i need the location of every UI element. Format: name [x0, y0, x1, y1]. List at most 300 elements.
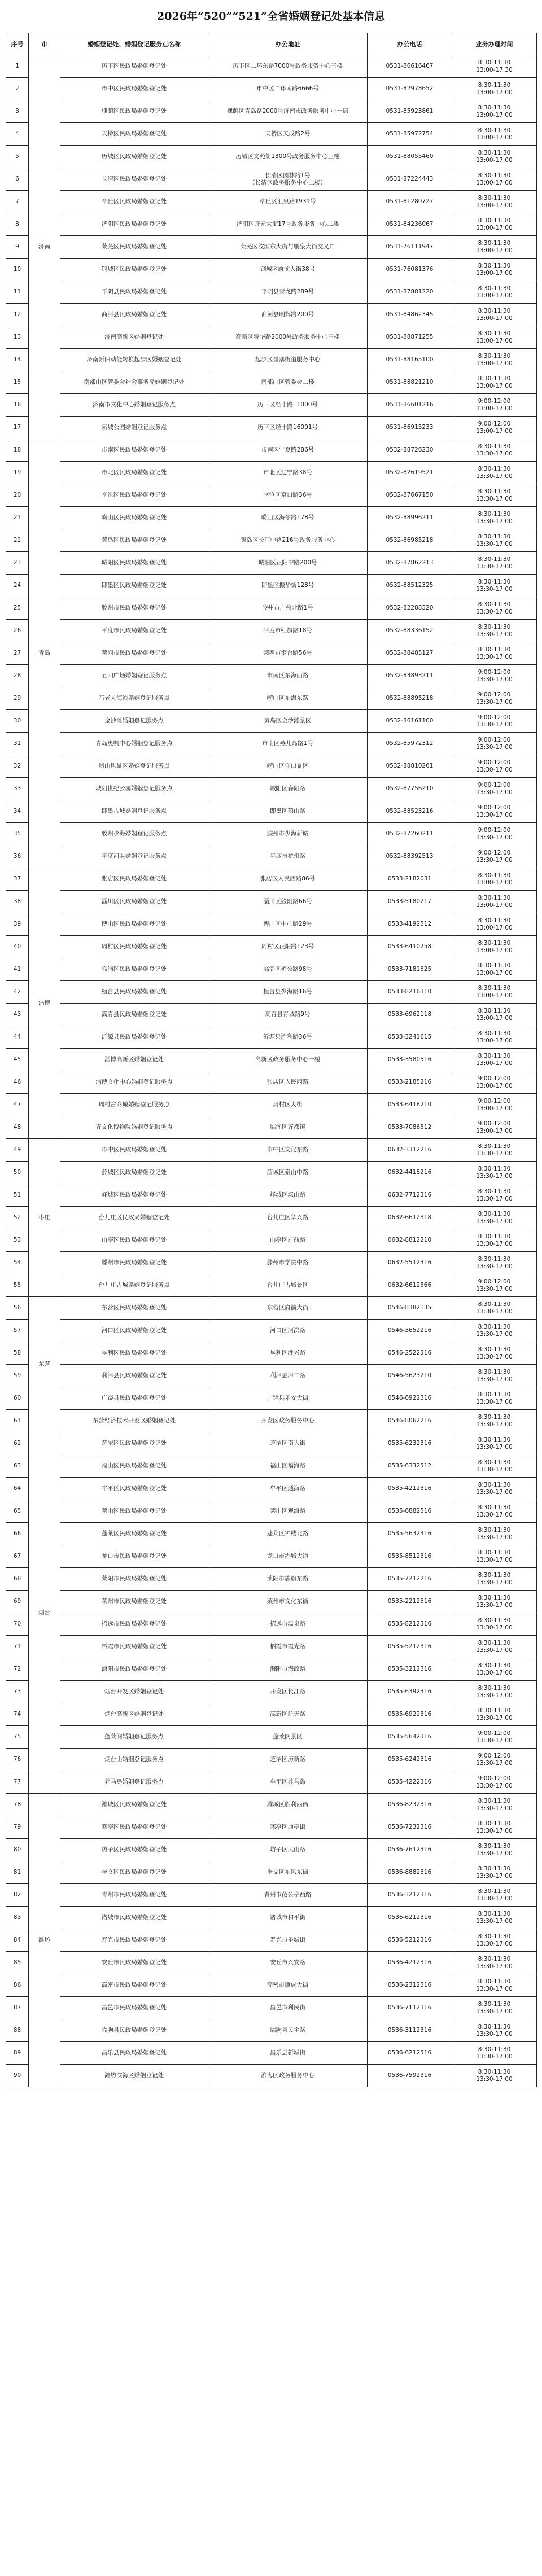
- row-office-name: 莱芜区民政局婚姻登记处: [60, 236, 208, 259]
- row-seq: 54: [6, 1252, 29, 1274]
- table-row: [6, 733, 537, 755]
- row-phone: 0532-88485127: [368, 642, 452, 665]
- row-hours: 8:30-11:30 13:30-17:00: [452, 462, 537, 484]
- row-phone: 0535-4212316: [368, 1478, 452, 1500]
- row-address: 河口区河滨路: [208, 1320, 368, 1342]
- row-hours: 8:30-11:30 13:30-17:00: [452, 2042, 537, 2065]
- table-row: [6, 823, 537, 845]
- row-seq: 80: [6, 1839, 29, 1861]
- row-phone: 0532-82619521: [368, 462, 452, 484]
- row-office-name: 周村区民政局婚姻登记处: [60, 936, 208, 958]
- table-row: [6, 78, 537, 100]
- row-office-name: 泉城公园婚姻登记服务点: [60, 417, 208, 439]
- row-office-name: 平阴县民政局婚姻登记处: [60, 281, 208, 304]
- row-seq: 23: [6, 552, 29, 575]
- table-row: [6, 1658, 537, 1681]
- row-office-name: 市南区民政局婚姻登记处: [60, 439, 208, 462]
- row-seq: 41: [6, 958, 29, 981]
- table-row: [6, 417, 537, 439]
- row-phone: 0531-88871255: [368, 326, 452, 349]
- table-row: [6, 1703, 537, 1726]
- table-row: [6, 1365, 537, 1387]
- row-seq: 89: [6, 2042, 29, 2065]
- row-seq: 8: [6, 213, 29, 236]
- row-seq: 58: [6, 1342, 29, 1365]
- row-phone: 0535-6922316: [368, 1703, 452, 1726]
- row-hours: 8:30-11:30 13:30-17:00: [452, 507, 537, 529]
- row-hours: 8:30-11:30 13:30-17:00: [452, 1681, 537, 1703]
- row-office-name: 栖霞市民政局婚姻登记处: [60, 1636, 208, 1658]
- row-seq: 86: [6, 1974, 29, 1997]
- row-seq: 66: [6, 1523, 29, 1545]
- row-address: 峄城区坛山路: [208, 1184, 368, 1207]
- row-seq: 25: [6, 597, 29, 620]
- row-phone: 0532-87756210: [368, 778, 452, 800]
- table-row: [6, 484, 537, 507]
- row-phone: 0532-88523216: [368, 800, 452, 823]
- row-address: 海阳市海政路: [208, 1658, 368, 1681]
- row-office-name: 平度河头婚姻登记服务点: [60, 845, 208, 868]
- row-phone: 0536-3212316: [368, 1884, 452, 1907]
- row-phone: 0546-8382135: [368, 1297, 452, 1320]
- row-seq: 13: [6, 326, 29, 349]
- row-phone: 0632-5512316: [368, 1252, 452, 1274]
- row-address: 滨海区政务服务中心: [208, 2065, 368, 2087]
- row-seq: 1: [6, 55, 29, 78]
- row-address: 广饶县乐安大街: [208, 1387, 368, 1410]
- row-phone: 0531-87224443: [368, 168, 452, 191]
- row-address: 博山区中心路29号: [208, 913, 368, 936]
- row-seq: 74: [6, 1703, 29, 1726]
- row-city: 烟台: [29, 1432, 60, 1794]
- row-address: 安丘市兴安路: [208, 1952, 368, 1974]
- row-address: 即墨区振华街128号: [208, 575, 368, 597]
- table-row: [6, 1861, 537, 1884]
- row-address: 城阳区正阳中路200号: [208, 552, 368, 575]
- row-phone: 0536-8232316: [368, 1794, 452, 1816]
- row-office-name: 青州市民政局婚姻登记处: [60, 1884, 208, 1907]
- row-address: 昌邑市利民街: [208, 1997, 368, 2019]
- row-hours: 8:30-11:30 13:00-17:00: [452, 1004, 537, 1026]
- row-address: 台儿庄古城景区: [208, 1274, 368, 1297]
- row-address: 济阳区开元大街17号政务服务中心二楼: [208, 213, 368, 236]
- row-office-name: 历城区民政局婚姻登记处: [60, 146, 208, 168]
- row-address: 桓台县少海路16号: [208, 981, 368, 1004]
- table-row: [6, 1997, 537, 2019]
- table-row: [6, 1342, 537, 1365]
- row-office-name: 崂山风景区婚姻登记服务点: [60, 755, 208, 778]
- table-row: [6, 123, 537, 146]
- row-phone: 0535-6392316: [368, 1681, 452, 1703]
- table-row: [6, 1929, 537, 1952]
- row-phone: 0632-6612566: [368, 1274, 452, 1297]
- table-row: [6, 236, 537, 259]
- row-phone: 0536-6212516: [368, 2042, 452, 2065]
- row-office-name: 临淄区民政局婚姻登记处: [60, 958, 208, 981]
- row-hours: 8:30-11:30 13:30-17:00: [452, 1613, 537, 1636]
- table-row: [6, 710, 537, 733]
- row-address: 牟平区养马岛: [208, 1771, 368, 1794]
- row-seq: 70: [6, 1613, 29, 1636]
- row-office-name: 莱州市民政局婚姻登记处: [60, 1591, 208, 1613]
- row-seq: 40: [6, 936, 29, 958]
- row-seq: 3: [6, 100, 29, 123]
- row-hours: 8:30-11:30 13:00-17:00: [452, 168, 537, 191]
- row-hours: 8:30-11:30 13:30-17:00: [452, 1139, 537, 1162]
- table-row: [6, 1545, 537, 1568]
- row-address: 临朐县民主路: [208, 2019, 368, 2042]
- row-office-name: 潍城区民政局婚姻登记处: [60, 1794, 208, 1816]
- row-phone: 0546-8062216: [368, 1410, 452, 1432]
- table-row: [6, 1274, 537, 1297]
- row-hours: 8:30-11:30 13:30-17:00: [452, 1387, 537, 1410]
- row-address: 芝罘区历新路: [208, 1749, 368, 1771]
- row-address: 胶州市广州北路1号: [208, 597, 368, 620]
- header-seq: 序号: [6, 33, 29, 55]
- row-address: 沂源县胜利路36号: [208, 1026, 368, 1049]
- row-hours: 9:00-12:00 13:00-17:00: [452, 1094, 537, 1116]
- row-phone: 0632-8812210: [368, 1229, 452, 1252]
- row-office-name: 钢城区民政局婚姻登记处: [60, 259, 208, 281]
- row-hours: 8:30-11:30 13:30-17:00: [452, 1162, 537, 1184]
- row-address: 坊子区凤山路: [208, 1839, 368, 1861]
- row-hours: 8:30-11:30 13:30-17:00: [452, 1952, 537, 1974]
- table-row: [6, 1749, 537, 1771]
- row-phone: 0533-6410258: [368, 936, 452, 958]
- row-hours: 8:30-11:30 13:00-17:00: [452, 371, 537, 394]
- row-hours: 8:30-11:30 13:30-17:00: [452, 1342, 537, 1365]
- row-seq: 19: [6, 462, 29, 484]
- table-row: [6, 1252, 537, 1274]
- table-row: [6, 1884, 537, 1907]
- row-office-name: 市中区民政局婚姻登记处: [60, 1139, 208, 1162]
- row-hours: 8:30-11:30 13:00-17:00: [452, 868, 537, 891]
- table-row: [6, 1432, 537, 1455]
- row-office-name: 五四广场婚姻登记服务点: [60, 665, 208, 687]
- table-row: [6, 620, 537, 642]
- row-phone: 0531-81280727: [368, 191, 452, 213]
- row-seq: 82: [6, 1884, 29, 1907]
- row-hours: 9:00-12:00 13:30-17:00: [452, 1726, 537, 1749]
- row-seq: 72: [6, 1658, 29, 1681]
- table-row: [6, 2042, 537, 2065]
- row-address: 崂山区海尔路178号: [208, 507, 368, 529]
- table-row: [6, 462, 537, 484]
- row-seq: 85: [6, 1952, 29, 1974]
- row-office-name: 长清区民政局婚姻登记处: [60, 168, 208, 191]
- row-seq: 69: [6, 1591, 29, 1613]
- row-seq: 46: [6, 1071, 29, 1094]
- table-row: [6, 1162, 537, 1184]
- row-hours: 8:30-11:30 13:00-17:00: [452, 958, 537, 981]
- row-hours: 8:30-11:30 13:00-17:00: [452, 891, 537, 913]
- row-office-name: 黄岛区民政局婚姻登记处: [60, 529, 208, 552]
- row-hours: 8:30-11:30 13:30-17:00: [452, 2019, 537, 2042]
- row-seq: 53: [6, 1229, 29, 1252]
- row-seq: 52: [6, 1207, 29, 1229]
- row-office-name: 龙口市民政局婚姻登记处: [60, 1545, 208, 1568]
- row-address: 张店区人民西路: [208, 1071, 368, 1094]
- row-hours: 9:00-12:00 13:30-17:00: [452, 1274, 537, 1297]
- row-office-name: 李沧区民政局婚姻登记处: [60, 484, 208, 507]
- row-office-name: 蓬莱区民政局婚姻登记处: [60, 1523, 208, 1545]
- row-hours: 9:00-12:00 13:30-17:00: [452, 710, 537, 733]
- row-address: 历城区文苑街1300号政务服务中心三楼: [208, 146, 368, 168]
- row-office-name: 商河县民政局婚姻登记处: [60, 304, 208, 326]
- row-seq: 43: [6, 1004, 29, 1026]
- row-phone: 0533-7086512: [368, 1116, 452, 1139]
- row-phone: 0535-5212316: [368, 1636, 452, 1658]
- row-phone: 0535-2212516: [368, 1591, 452, 1613]
- row-hours: 9:00-12:00 13:30-17:00: [452, 823, 537, 845]
- row-hours: 8:30-11:30 13:30-17:00: [452, 597, 537, 620]
- row-office-name: 淄博文化中心婚姻登记服务点: [60, 1071, 208, 1094]
- row-office-name: 垦利区民政局婚姻登记处: [60, 1342, 208, 1365]
- row-seq: 68: [6, 1568, 29, 1591]
- row-seq: 11: [6, 281, 29, 304]
- row-phone: 0532-87260211: [368, 823, 452, 845]
- table-row: [6, 1094, 537, 1116]
- row-address: 平度市红旗路18号: [208, 620, 368, 642]
- row-hours: 8:30-11:30 13:00-17:00: [452, 100, 537, 123]
- row-seq: 32: [6, 755, 29, 778]
- row-hours: 8:30-11:30 13:30-17:00: [452, 1455, 537, 1478]
- row-address: 临淄区齐都镇: [208, 1116, 368, 1139]
- row-phone: 0531-85923861: [368, 100, 452, 123]
- row-office-name: 高密市民政局婚姻登记处: [60, 1974, 208, 1997]
- row-address: 淄川区般阳路66号: [208, 891, 368, 913]
- row-phone: 0536-7612316: [368, 1839, 452, 1861]
- row-phone: 0532-88392513: [368, 845, 452, 868]
- table-row: [6, 1116, 537, 1139]
- row-address: 崂山区东海东路: [208, 687, 368, 710]
- row-address: 莱山区观海路: [208, 1500, 368, 1523]
- row-hours: 9:00-12:00 13:30-17:00: [452, 845, 537, 868]
- row-office-name: 市北区民政局婚姻登记处: [60, 462, 208, 484]
- table-row: [6, 642, 537, 665]
- row-address: 市南区东海西路: [208, 665, 368, 687]
- row-office-name: 城阳世纪公园婚姻登记服务点: [60, 778, 208, 800]
- row-office-name: 淄博高新区婚姻登记处: [60, 1049, 208, 1071]
- table-row: [6, 439, 537, 462]
- row-address: 历下区经十路11000号: [208, 394, 368, 417]
- row-phone: 0536-7112316: [368, 1997, 452, 2019]
- row-address: 市南区燕儿岛路1号: [208, 733, 368, 755]
- table-row: [6, 1500, 537, 1523]
- row-city: 东营: [29, 1297, 60, 1432]
- row-hours: 8:30-11:30 13:30-17:00: [452, 1523, 537, 1545]
- row-address: 寿光市圣城街: [208, 1929, 368, 1952]
- row-hours: 8:30-11:30 13:30-17:00: [452, 1184, 537, 1207]
- row-hours: 8:30-11:30 13:00-17:00: [452, 1049, 537, 1071]
- row-seq: 34: [6, 800, 29, 823]
- row-address: 南部山区管委会二楼: [208, 371, 368, 394]
- row-address: 起步区崔寨街道服务中心: [208, 349, 368, 371]
- table-row: [6, 1771, 537, 1794]
- header-name: 婚姻登记处、婚姻登记服务点名称: [60, 33, 208, 55]
- row-address: 周村区正阳路123号: [208, 936, 368, 958]
- row-seq: 76: [6, 1749, 29, 1771]
- row-seq: 59: [6, 1365, 29, 1387]
- row-seq: 21: [6, 507, 29, 529]
- row-address: 高新区航天路: [208, 1703, 368, 1726]
- row-office-name: 昌乐县民政局婚姻登记处: [60, 2042, 208, 2065]
- row-office-name: 峄城区民政局婚姻登记处: [60, 1184, 208, 1207]
- row-address: 莱州市文化东街: [208, 1591, 368, 1613]
- row-address: 长清区园林路1号 （长清区政务服务中心二楼）: [208, 168, 368, 191]
- row-phone: 0536-7592316: [368, 2065, 452, 2087]
- row-seq: 71: [6, 1636, 29, 1658]
- row-phone: 0532-86161100: [368, 710, 452, 733]
- row-seq: 83: [6, 1907, 29, 1929]
- row-address: 黄岛区金沙滩景区: [208, 710, 368, 733]
- table-row: [6, 394, 537, 417]
- row-hours: 9:00-12:00 13:30-17:00: [452, 778, 537, 800]
- header-address: 办公地址: [208, 33, 368, 55]
- row-phone: 0532-83893211: [368, 665, 452, 687]
- row-seq: 65: [6, 1500, 29, 1523]
- row-office-name: 青岛奥帆中心婚姻登记服务点: [60, 733, 208, 755]
- row-hours: 8:30-11:30 13:30-17:00: [452, 1636, 537, 1658]
- row-address: 薛城区泰山中路: [208, 1162, 368, 1184]
- table-row: [6, 168, 537, 191]
- row-seq: 88: [6, 2019, 29, 2042]
- row-phone: 0533-6418210: [368, 1094, 452, 1116]
- table-row: [6, 2019, 537, 2042]
- row-phone: 0531-87881220: [368, 281, 452, 304]
- row-seq: 5: [6, 146, 29, 168]
- table-row: [6, 1478, 537, 1500]
- row-phone: 0546-3652216: [368, 1320, 452, 1342]
- table-row: [6, 1839, 537, 1861]
- table-row: [6, 597, 537, 620]
- table-row: [6, 665, 537, 687]
- row-hours: 8:30-11:30 13:30-17:00: [452, 1861, 537, 1884]
- row-hours: 8:30-11:30 13:30-17:00: [452, 1410, 537, 1432]
- table-row: [6, 1387, 537, 1410]
- row-hours: 8:30-11:30 13:30-17:00: [452, 1297, 537, 1320]
- table-row: [6, 1071, 537, 1094]
- row-office-name: 博山区民政局婚姻登记处: [60, 913, 208, 936]
- row-address: 蓬莱区钟楼北路: [208, 1523, 368, 1545]
- row-hours: 8:30-11:30 13:30-17:00: [452, 1839, 537, 1861]
- row-address: 张店区人民西路86号: [208, 868, 368, 891]
- table-row: [6, 1207, 537, 1229]
- row-hours: 8:30-11:30 13:30-17:00: [452, 1545, 537, 1568]
- row-phone: 0533-6962118: [368, 1004, 452, 1026]
- row-address: 平度市杭州路: [208, 845, 368, 868]
- row-office-name: 金沙滩婚姻登记服务点: [60, 710, 208, 733]
- table-row: [6, 146, 537, 168]
- row-hours: 8:30-11:30 13:00-17:00: [452, 913, 537, 936]
- table-row: [6, 1591, 537, 1613]
- row-address: 利津县津二路: [208, 1365, 368, 1387]
- row-office-name: 招远市民政局婚姻登记处: [60, 1613, 208, 1636]
- header-row: [6, 33, 537, 55]
- row-address: 城阳区春阳路: [208, 778, 368, 800]
- row-hours: 8:30-11:30 13:30-17:00: [452, 1207, 537, 1229]
- row-seq: 64: [6, 1478, 29, 1500]
- row-office-name: 南部山区管委会社会事务局婚姻登记处: [60, 371, 208, 394]
- row-phone: 0533-2185216: [368, 1071, 452, 1094]
- row-office-name: 临朐县民政局婚姻登记处: [60, 2019, 208, 2042]
- row-seq: 37: [6, 868, 29, 891]
- row-phone: 0533-3580516: [368, 1049, 452, 1071]
- header-phone: 办公电话: [368, 33, 452, 55]
- row-city: 淄博: [29, 868, 60, 1139]
- row-office-name: 天桥区民政局婚姻登记处: [60, 123, 208, 146]
- row-office-name: 高青县民政局婚姻登记处: [60, 1004, 208, 1026]
- row-phone: 0533-7181625: [368, 958, 452, 981]
- row-seq: 42: [6, 981, 29, 1004]
- row-hours: 9:00-12:00 13:30-17:00: [452, 800, 537, 823]
- row-address: 寒亭区通亭街: [208, 1816, 368, 1839]
- row-hours: 8:30-11:30 13:00-17:00: [452, 78, 537, 100]
- row-seq: 87: [6, 1997, 29, 2019]
- row-address: 钢城区府前大街38号: [208, 259, 368, 281]
- table-row: [6, 1004, 537, 1026]
- row-hours: 8:30-11:30 13:30-17:00: [452, 1703, 537, 1726]
- table-row: [6, 845, 537, 868]
- header-hours: 业务办理时间: [452, 33, 537, 55]
- row-hours: 8:30-11:30 13:30-17:00: [452, 1365, 537, 1387]
- row-seq: 31: [6, 733, 29, 755]
- row-address: 莱西市烟台路56号: [208, 642, 368, 665]
- registry-table: [6, 33, 537, 2087]
- table-row: [6, 868, 537, 891]
- row-address: 高新区政务服务中心一楼: [208, 1049, 368, 1071]
- row-hours: 9:00-12:00 13:00-17:00: [452, 417, 537, 439]
- row-address: 蓬莱阁景区: [208, 1726, 368, 1749]
- row-phone: 0632-3312216: [368, 1139, 452, 1162]
- table-row: [6, 529, 537, 552]
- row-address: 昌乐县新城街: [208, 2042, 368, 2065]
- row-hours: 9:00-12:00 13:30-17:00: [452, 665, 537, 687]
- row-hours: 8:30-11:30 13:00-17:00: [452, 146, 537, 168]
- row-office-name: 济南高新区婚姻登记处: [60, 326, 208, 349]
- row-office-name: 台儿庄古城婚姻登记服务点: [60, 1274, 208, 1297]
- row-hours: 8:30-11:30 13:30-17:00: [452, 642, 537, 665]
- table-row: [6, 100, 537, 123]
- row-office-name: 平度市民政局婚姻登记处: [60, 620, 208, 642]
- table-row: [6, 371, 537, 394]
- row-office-name: 安丘市民政局婚姻登记处: [60, 1952, 208, 1974]
- row-hours: 9:00-12:00 13:30-17:00: [452, 1749, 537, 1771]
- row-office-name: 养马岛婚姻登记服务点: [60, 1771, 208, 1794]
- table-row: [6, 1681, 537, 1703]
- row-office-name: 城阳区民政局婚姻登记处: [60, 552, 208, 575]
- row-seq: 61: [6, 1410, 29, 1432]
- row-hours: 9:00-12:00 13:30-17:00: [452, 1771, 537, 1794]
- row-hours: 8:30-11:30 13:30-17:00: [452, 1432, 537, 1455]
- row-hours: 8:30-11:30 13:30-17:00: [452, 1591, 537, 1613]
- table-row: [6, 1410, 537, 1432]
- row-hours: 8:30-11:30 13:30-17:00: [452, 552, 537, 575]
- table-row: [6, 687, 537, 710]
- row-office-name: 诸城市民政局婚姻登记处: [60, 1907, 208, 1929]
- row-address: 福山区福海路: [208, 1455, 368, 1478]
- row-seq: 7: [6, 191, 29, 213]
- table-row: [6, 1297, 537, 1320]
- row-seq: 44: [6, 1026, 29, 1049]
- row-phone: 0535-5632316: [368, 1523, 452, 1545]
- row-office-name: 桓台县民政局婚姻登记处: [60, 981, 208, 1004]
- row-address: 临淄区桓公路98号: [208, 958, 368, 981]
- row-phone: 0531-76081376: [368, 259, 452, 281]
- header-city: 市: [29, 33, 60, 55]
- row-address: 市北区辽宁路38号: [208, 462, 368, 484]
- row-seq: 2: [6, 78, 29, 100]
